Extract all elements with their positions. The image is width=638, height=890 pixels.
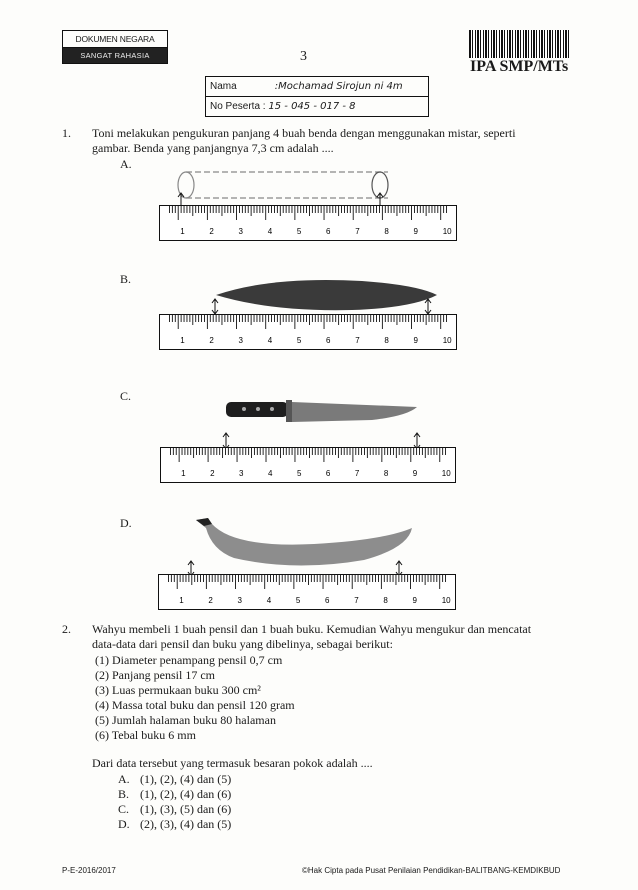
barcode-image [469,30,569,58]
ruler-number: 7 [355,336,360,345]
ruler-number: 10 [441,596,451,605]
ruler-number: 5 [296,227,302,236]
ruler-number: 4 [267,227,273,236]
subject-title: IPA SMP/MTs [470,58,569,75]
ruler-number: 9 [413,336,418,345]
name-row [206,77,428,97]
ruler-number: 8 [384,227,389,236]
ruler-number: 6 [325,596,330,605]
q2-prompt: Dari data tersebut yang termasuk besaran pokok adalah .... [92,756,373,770]
ruler-number: 3 [238,336,243,345]
q2-item: (5) Jumlah halaman buku 80 halaman [95,713,276,727]
number-row [206,97,428,116]
q2-item: (2) Panjang pensil 17 cm [95,668,215,682]
q2-text-line2: data-data dari pensil dan buku yang dibelinya, sebagai berikut: [92,637,393,651]
q2-items [95,653,295,743]
q1-option-c-label: C. [120,389,132,403]
doc-label-text: DOKUMEN NEGARA [63,31,167,48]
ruler-number: 1 [180,227,185,236]
ruler-number: 1 [179,596,184,605]
ruler-number: 9 [412,596,417,605]
q2-item: (3) Luas permukaan buku 300 cm² [95,683,261,697]
q1b-markers [210,298,435,314]
name-label: Nama [210,81,237,92]
q2-answer-c[interactable] [118,802,231,817]
answer-label: C. [118,802,130,816]
ruler-number: 4 [268,469,273,478]
q2-answers [118,772,231,832]
ruler-number: 6 [326,227,331,236]
ruler-number: 2 [208,596,213,605]
q1-option-d-label: D. [120,516,132,530]
ruler-number: 4 [267,336,273,345]
ruler-b [159,314,457,350]
q1-text [92,126,572,156]
ruler-d [158,574,456,610]
ruler-number: 10 [441,469,451,478]
ruler-number: 6 [325,469,331,478]
ruler-number: 5 [296,469,302,478]
q1-number: 1. [62,126,71,140]
answer-text: (1), (2), (4) dan (5) [140,772,232,786]
ruler-number: 7 [354,596,359,605]
q1-text-line1: Toni melakukan pengukuran panjang 4 buah benda dengan menggunakan mistar, seperti [92,126,516,140]
q2-answer-a[interactable] [118,772,231,787]
q1-option-b-label: B. [120,272,132,286]
document-label [62,30,168,64]
knife-icon [222,394,422,428]
answer-label: D. [118,817,130,831]
ruler-number: 3 [239,469,244,478]
ruler-number: 7 [354,469,360,478]
ruler-number: 5 [295,596,301,605]
ruler-number: 2 [210,469,215,478]
q1-text-line2: gambar. Benda yang panjangnya 7,3 cm adalah .... [92,141,334,155]
secret-label-text: SANGAT RAHASIA [63,48,167,63]
q2-answer-d[interactable] [118,817,231,832]
ruler-number: 7 [355,227,360,236]
q1-option-a-label: A. [120,157,132,171]
ruler-number: 5 [296,336,302,345]
name-value: :Mochamad Sirojun ni 4m [274,81,403,92]
answer-label: A. [118,772,130,786]
q1a-markers [176,192,386,206]
ruler-number: 8 [383,596,388,605]
q2-item: (6) Tebal buku 6 mm [95,728,196,742]
ruler-number: 4 [266,596,272,605]
ruler-number: 8 [383,469,389,478]
q2-number: 2. [62,622,71,636]
footer-copyright: ©Hak Cipta pada Pusat Penilaian Pendidikan-BALITBANG-KEMDIKBUD [302,866,561,875]
answer-text: (1), (3), (5) dan (6) [140,802,232,816]
ruler-number: 1 [180,336,185,345]
page-number: 3 [300,49,307,64]
answer-text: (2), (3), (4) dan (5) [140,817,232,831]
footer-code: P-E-2016/2017 [62,866,116,875]
ruler-a [159,205,457,241]
q2-text [92,622,582,652]
number-value: 15 - 045 - 017 - 8 [268,101,356,112]
ruler-number: 9 [412,469,418,478]
ruler-number: 3 [237,596,242,605]
ruler-number: 1 [181,469,186,478]
ruler-number: 6 [326,336,331,345]
ruler-number: 9 [413,227,418,236]
ruler-number: 10 [442,336,452,345]
q2-item: (4) Massa total buku dan pensil 120 gram [95,698,295,712]
ruler-c [160,447,456,483]
q2-text-line1: Wahyu membeli 1 buah pensil dan 1 buah buku. Kemudian Wahyu mengukur dan mencatat [92,622,532,636]
answer-text: (1), (2), (4) dan (6) [140,787,232,801]
ruler-number: 10 [442,227,452,236]
ruler-number: 2 [209,227,214,236]
ruler-number: 8 [384,336,389,345]
ruler-number: 3 [238,227,243,236]
q2-answer-b[interactable] [118,787,231,802]
number-label: No Peserta : [210,101,266,112]
q2-item: (1) Diameter penampang pensil 0,7 cm [95,653,283,667]
answer-label: B. [118,787,130,801]
identity-box [205,76,429,117]
ruler-number: 2 [209,336,214,345]
